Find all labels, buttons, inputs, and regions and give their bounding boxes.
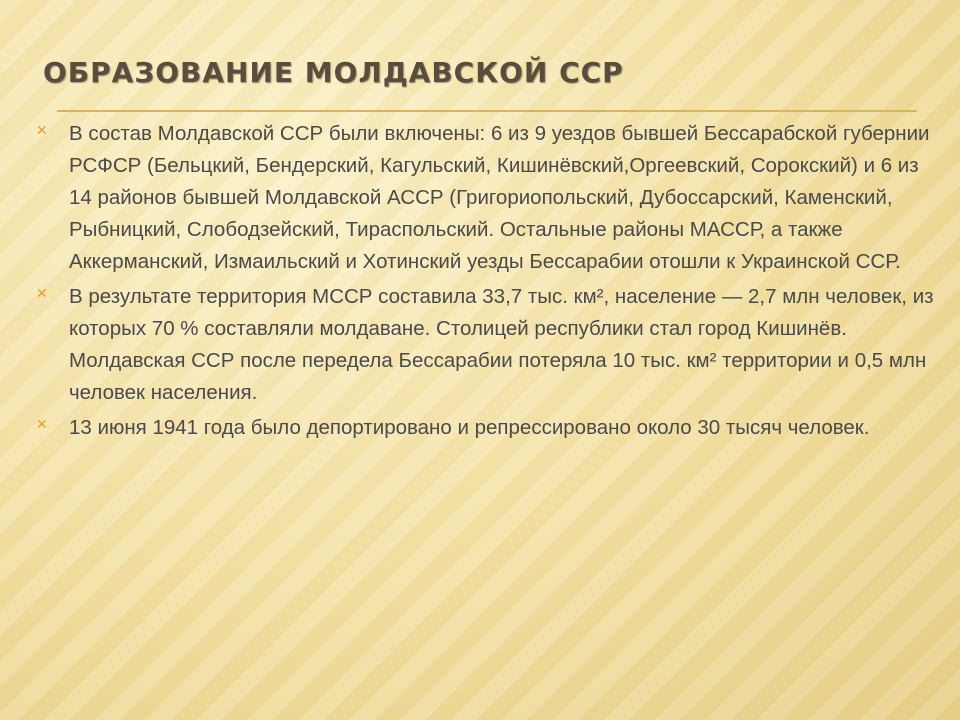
bullet-list: [36, 118, 936, 447]
x-mark-icon: ✕: [36, 122, 48, 138]
slide-title: ОБРАЗОВАНИЕ МОЛДАВСКОЙ ССР: [43, 56, 624, 89]
bullet-text: В состав Молдавской ССР были включены: 6 из 9 уездов бывшей Бессарабской губернии РСФСР (Бельцкий, Бендерский, Кагульский, Кишинёвский,Оргеевский, Сорокский) и 6 из 14 районов бывшей Молдавской АССР (Григориопольский, Дубоссарский, Каменский, Рыбницкий, Слободзейский, Тираспольский. Остальные районы МАССР, а также Аккерманский, Измаильский и Хотинский уезды Бессарабии отошли к Украинской ССР.: [69, 122, 930, 273]
x-mark-icon: ✕: [36, 416, 48, 432]
x-mark-icon: ✕: [36, 285, 48, 301]
bullet-item: [36, 412, 936, 444]
bullet-text: 13 июня 1941 года было депортировано и репрессировано около 30 тысяч человек.: [69, 416, 870, 439]
bullet-text: В результате территория МССР составила 33,7 тыс. км², население — 2,7 млн человек, из которых 70 % составляли молдаване. Столицей республики стал город Кишинёв. Молдавская ССР после передела Бессарабии потеряла 10 тыс. км² территории и 0,5 млн человек населения.: [69, 285, 934, 404]
title-divider: [57, 110, 917, 112]
bullet-item: [36, 281, 936, 409]
bullet-item: [36, 118, 936, 278]
